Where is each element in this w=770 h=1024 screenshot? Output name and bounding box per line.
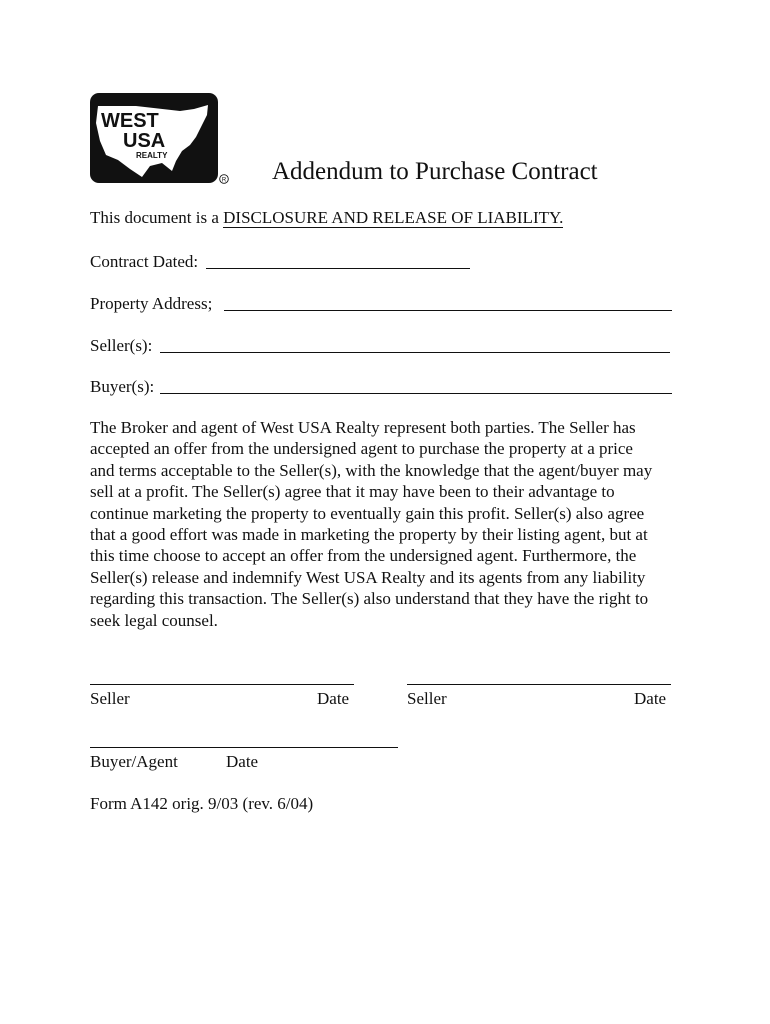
paragraph-line: Seller(s) release and indemnify West USA Realty and its agents from any liability [90, 567, 646, 587]
disclosure-paragraph [90, 417, 685, 631]
svg-text:R: R [221, 177, 227, 184]
property-address-label: Property Address; [90, 294, 213, 313]
sellers-field[interactable] [160, 352, 670, 353]
west-usa-realty-logo [90, 93, 218, 183]
intro-emphasis: DISCLOSURE AND RELEASE OF LIABILITY. [223, 208, 564, 227]
logo-word-west: WEST [101, 110, 159, 132]
buyers-label: Buyer(s): [90, 377, 155, 396]
date-label-3: Date [226, 752, 259, 771]
paragraph-line: regarding this transaction. The Seller(s) also understand that they have the right to [90, 589, 649, 609]
form-number: Form A142 orig. 9/03 (rev. 6/04) [90, 794, 314, 813]
registered-mark-icon [219, 171, 229, 184]
seller-label-1: Seller [90, 689, 130, 708]
sellers-label: Seller(s): [90, 336, 153, 355]
paragraph-line: The Broker and agent of West USA Realty represent both parties. The Seller has [90, 418, 636, 437]
paragraph-line: this time choose to accept an offer from the undersigned agent. Furthermore, the [90, 546, 637, 566]
buyer-agent-label: Buyer/Agent [90, 752, 178, 771]
paragraph-line: seek legal counsel. [90, 610, 218, 630]
seller-signature-line-1[interactable] [90, 684, 354, 685]
paragraph-line: continue marketing the property to eventually gain this profit. Seller(s) also agree [90, 503, 645, 523]
paragraph-line: that a good effort was made in marketing the property by their listing agent, but at [90, 525, 648, 545]
logo-word-realty: REALTY [136, 151, 168, 160]
intro-text [90, 208, 563, 228]
contract-dated-label: Contract Dated: [90, 252, 199, 271]
paragraph-line: and terms acceptable to the Seller(s), with the knowledge that the agent/buyer may [90, 460, 653, 480]
date-label-2: Date [634, 689, 667, 708]
property-address-field[interactable] [224, 310, 672, 311]
paragraph-line: accepted an offer from the undersigned agent to purchase the property at a price [90, 439, 633, 459]
date-label-1: Date [317, 689, 350, 708]
seller-label-2: Seller [407, 689, 447, 708]
logo-word-usa: USA [123, 130, 166, 152]
seller-signature-line-2[interactable] [407, 684, 671, 685]
buyers-field[interactable] [160, 393, 672, 394]
contract-dated-field[interactable] [206, 268, 470, 269]
page-title: Addendum to Purchase Contract [272, 158, 598, 185]
paragraph-line: sell at a profit. The Seller(s) agree that it may have been to their advantage to [90, 482, 615, 502]
buyer-agent-signature-line[interactable] [90, 747, 398, 748]
intro-prefix: This document is a [90, 208, 224, 227]
